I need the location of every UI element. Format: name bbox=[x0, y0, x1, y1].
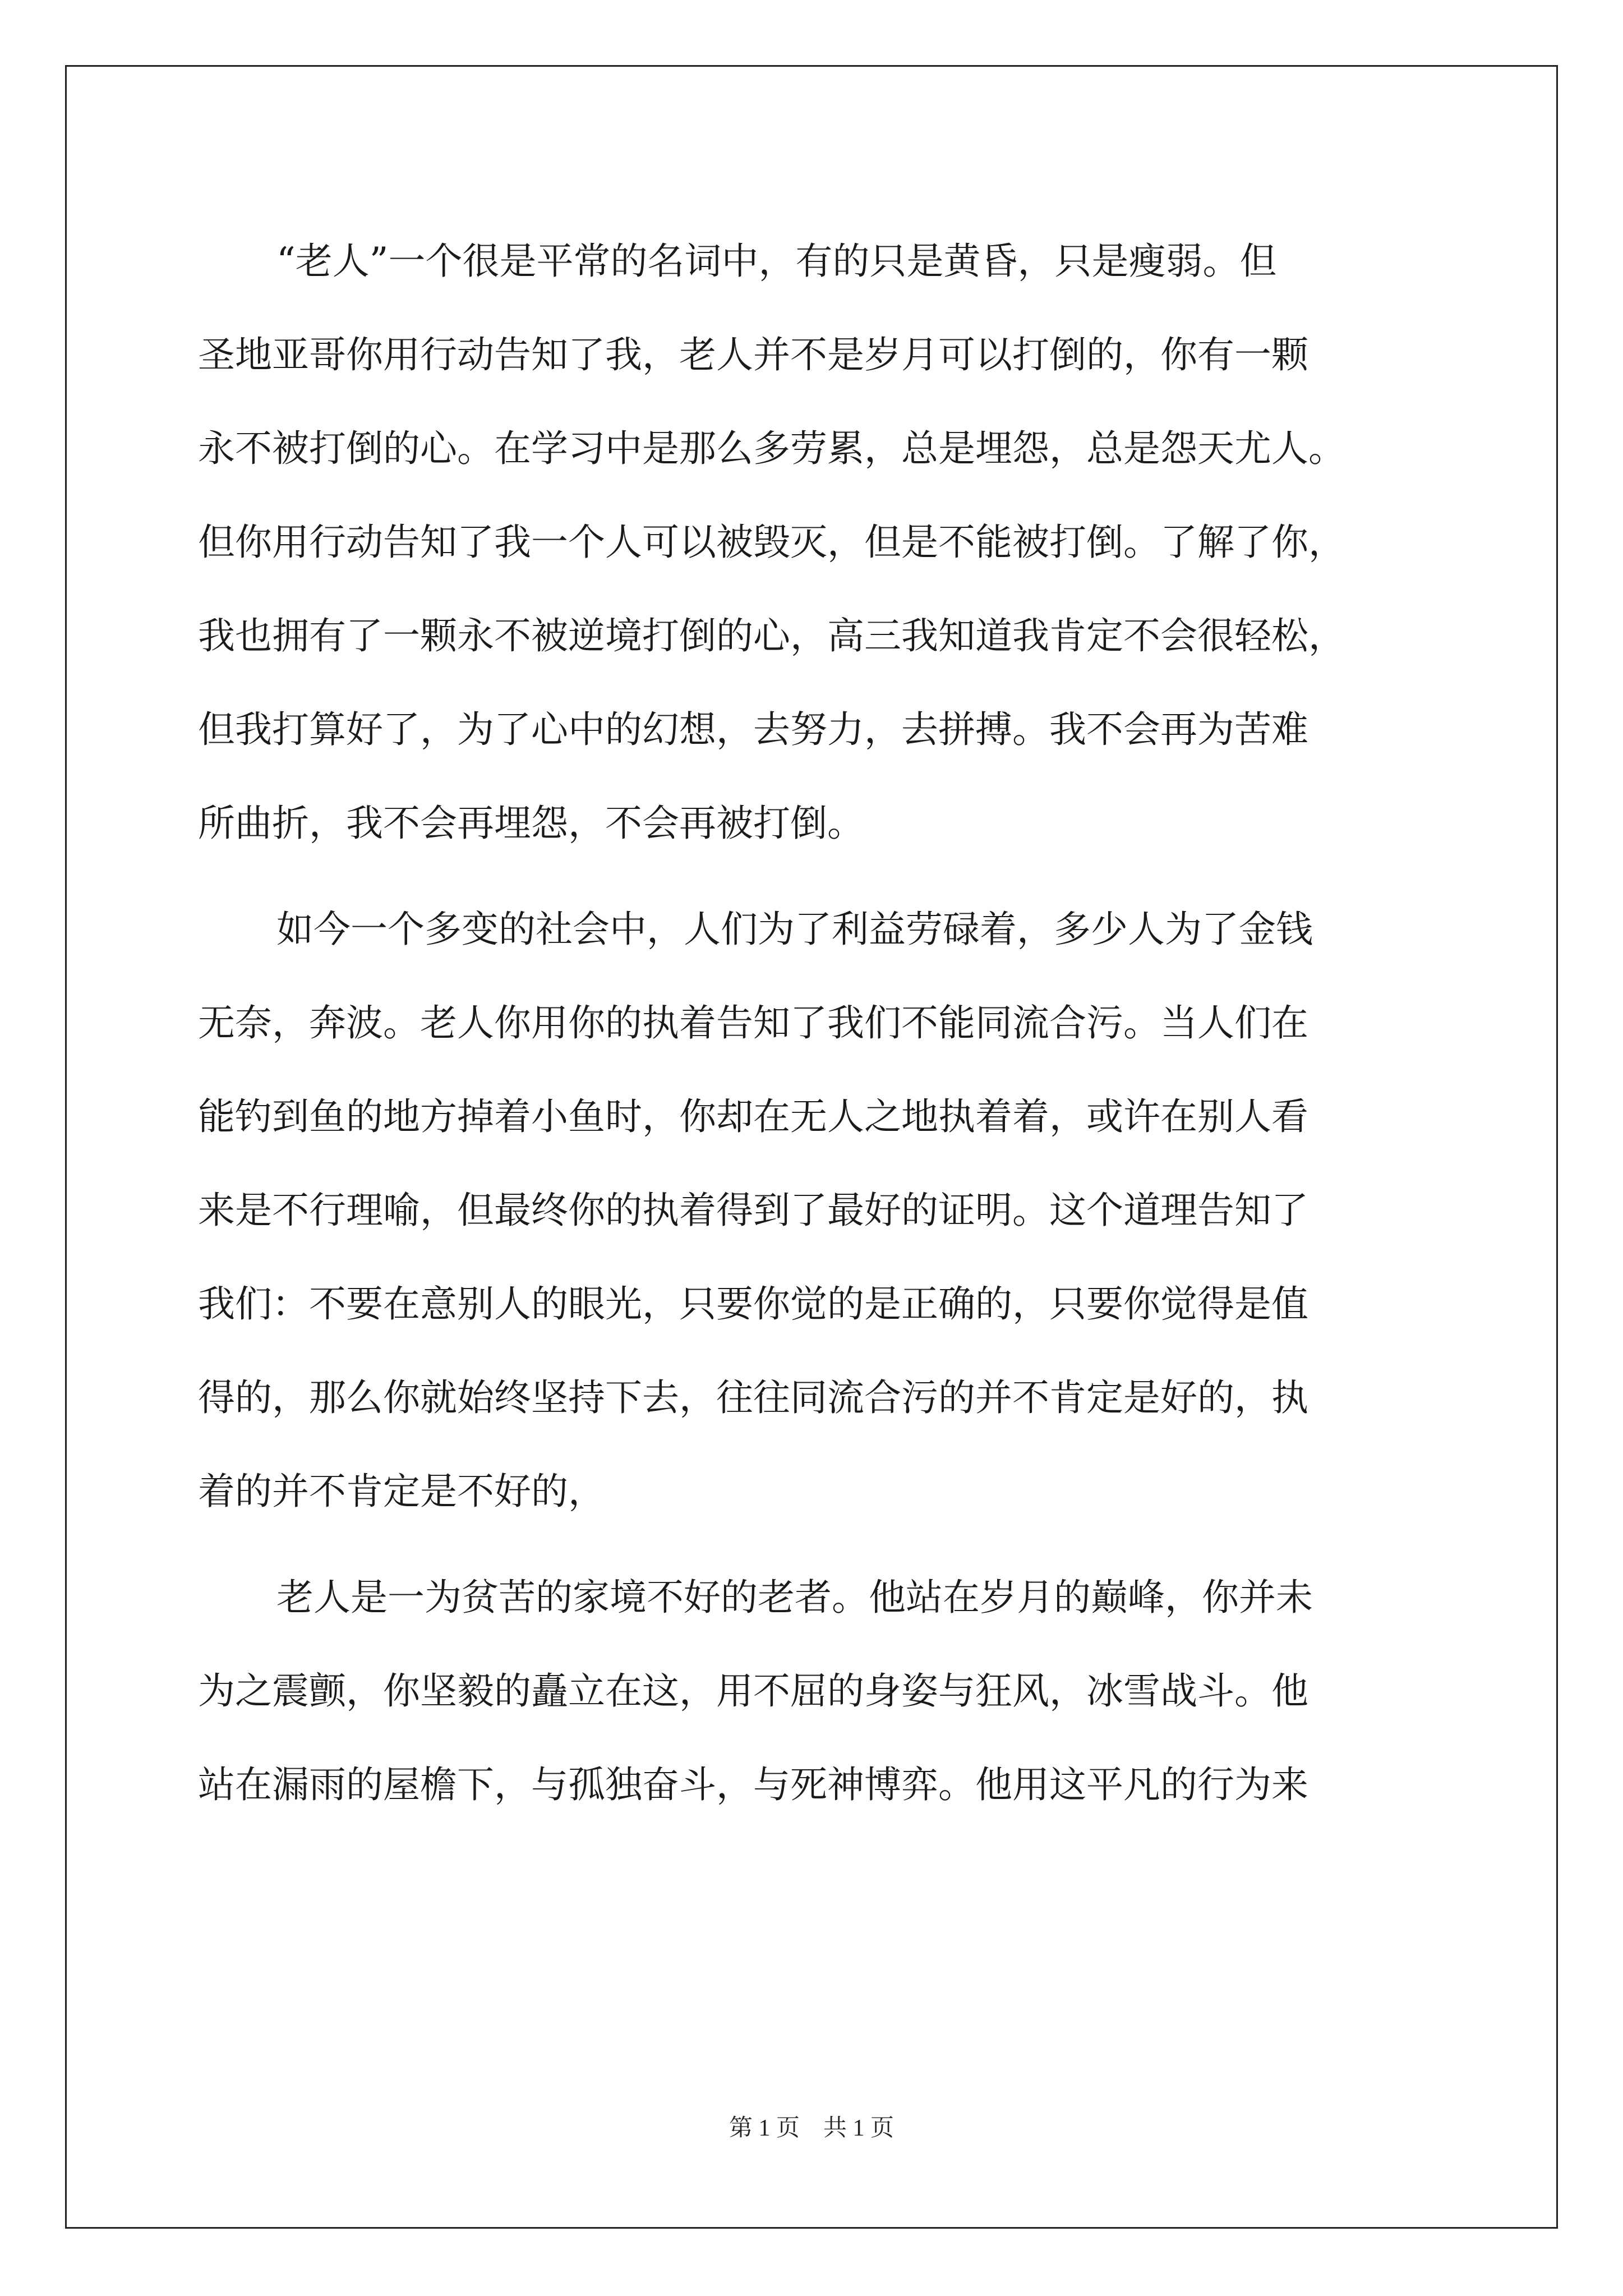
text-line: 圣地亚哥你用行动告知了我，老人并不是岁月可以打倒的，你有一颗 bbox=[198, 333, 1308, 376]
text-line: 得的，那么你就始终坚持下去，往往同流合污的并不肯定是好的，执 bbox=[198, 1376, 1308, 1419]
text-line: 所曲折，我不会再埋怨，不会再被打倒。 bbox=[198, 802, 864, 845]
text-line: 着的并不肯定是不好的， bbox=[198, 1470, 605, 1513]
document-body bbox=[198, 214, 1432, 1832]
paragraph-2 bbox=[198, 882, 1432, 1538]
text-line: 但我打算好了，为了心中的幻想，去努力，去拼搏。我不会再为苦难 bbox=[198, 708, 1308, 751]
text-line: 但你用行动告知了我一个人可以被毁灭，但是不能被打倒。了解了你， bbox=[198, 521, 1345, 564]
page-footer bbox=[0, 2109, 1623, 2143]
text-line: 我也拥有了一颗永不被逆境打倒的心，高三我知道我肯定不会很轻松， bbox=[198, 614, 1345, 657]
page-number-label: 第 1 页 共 1 页 bbox=[728, 2115, 894, 2141]
text-line: 站在漏雨的屋檐下，与孤独奋斗，与死神博弈。他用这平凡的行为来 bbox=[198, 1763, 1308, 1806]
paragraph-gap bbox=[198, 1538, 1432, 1550]
paragraph-3 bbox=[198, 1550, 1432, 1832]
text-line: 永不被打倒的心。在学习中是那么多劳累，总是埋怨，总是怨天尤人。 bbox=[198, 427, 1345, 470]
text-line: 来是不行理喻，但最终你的执着得到了最好的证明。这个道理告知了 bbox=[198, 1189, 1308, 1232]
text-line: 老人是一为贫苦的家境不好的老者。他站在岁月的巅峰，你并未 bbox=[276, 1576, 1313, 1619]
paragraph-1 bbox=[198, 214, 1432, 870]
text-line: “老人”一个很是平常的名词中，有的只是黄昏，只是瘦弱。但 bbox=[276, 240, 1277, 283]
text-line: 无奈，奔波。老人你用你的执着告知了我们不能同流合污。当人们在 bbox=[198, 1001, 1308, 1045]
text-line: 为之震颤，你坚毅的矗立在这，用不屈的身姿与狂风，冰雪战斗。他 bbox=[198, 1669, 1308, 1713]
text-line: 如今一个多变的社会中，人们为了利益劳碌着，多少人为了金钱 bbox=[276, 908, 1313, 951]
text-line: 我们：不要在意别人的眼光，只要你觉的是正确的，只要你觉得是值 bbox=[198, 1282, 1308, 1326]
paragraph-gap bbox=[198, 870, 1432, 882]
text-line: 能钓到鱼的地方掉着小鱼时，你却在无人之地执着着，或许在别人看 bbox=[198, 1095, 1308, 1138]
